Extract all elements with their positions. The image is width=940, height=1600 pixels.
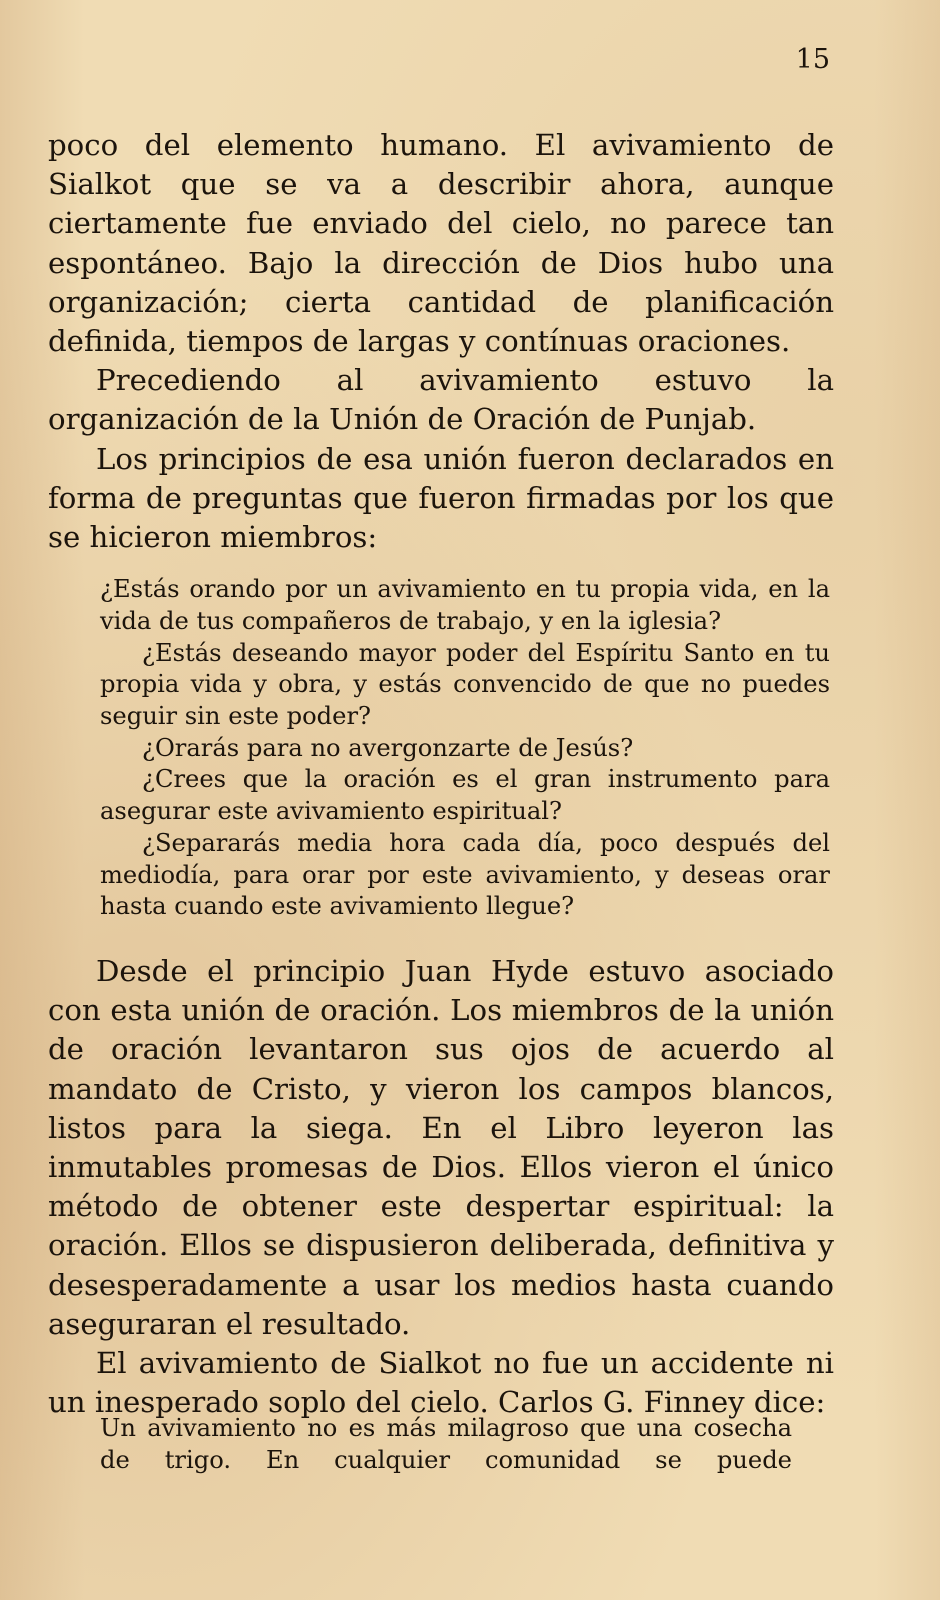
page-number: 15 [795, 44, 830, 75]
finney-quote [100, 1413, 792, 1476]
question-item: ¿Estás deseando mayor poder del Espíritu Santo en tu propia vida y obra, y estás convencido de que no puedes seguir sin este poder? [100, 638, 830, 731]
finney-quote-text: Un avivamiento no es más milagroso que una cosecha de trigo. En cualquier comunidad se puede [100, 1414, 792, 1474]
question-item: ¿Separarás media hora cada día, poco después del mediodía, para orar por este avivamiento, y deseas orar hasta cuando este avivamiento llegue? [100, 828, 830, 921]
paragraph-hyde: Desde el principio Juan Hyde estuvo asociado con esta unión de oración. Los miembros de la unión de oración levantaron sus ojos de acuerdo al mandato de Cristo, y vieron los campos blancos, listos para la siega. En el Libro leyeron las inmutables promesas de Dios. Ellos vieron el único método de obtener este despertar espiritual: la oración. Ellos se dispusieron deliberada, definitiva y desesperadamente a usar los medios hasta cuando aseguraran el resultado. [48, 953, 834, 1341]
body-text [48, 126, 834, 1422]
question-item: ¿Crees que la oración es el gran instrumento para asegurar este avivamiento espiritual? [100, 765, 830, 826]
question-item: ¿Orarás para no avergonzarte de Jesús? [142, 733, 634, 762]
union-questions-quote [100, 574, 830, 923]
paragraph-union-origin: Precediendo al avivamiento estuvo la organización de la Unión de Oración de Punjab. [48, 363, 834, 437]
paragraph-continuation: poco del elemento humano. El avivamiento de Sialkot que se va a describir ahora, aunque ciertamente fue enviado del cielo, no parece tan espontáneo. Bajo la dirección de Dios hubo una organización; cierta cantidad de planificación definida, tiempos de largas y contínuas oraciones. [48, 128, 834, 359]
paragraph-union-principles: Los principios de esa unión fueron declarados en forma de preguntas que fueron firmadas por los que se hicieron miembros: [48, 441, 834, 555]
question-item: ¿Estás orando por un avivamiento en tu propia vida, en la vida de tus compañeros de trabajo, y en la iglesia? [100, 575, 830, 635]
paragraph-sialkot: El avivamiento de Sialkot no fue un accidente ni un inesperado soplo del cielo. Carlos G. Finney dice: [48, 1346, 834, 1420]
